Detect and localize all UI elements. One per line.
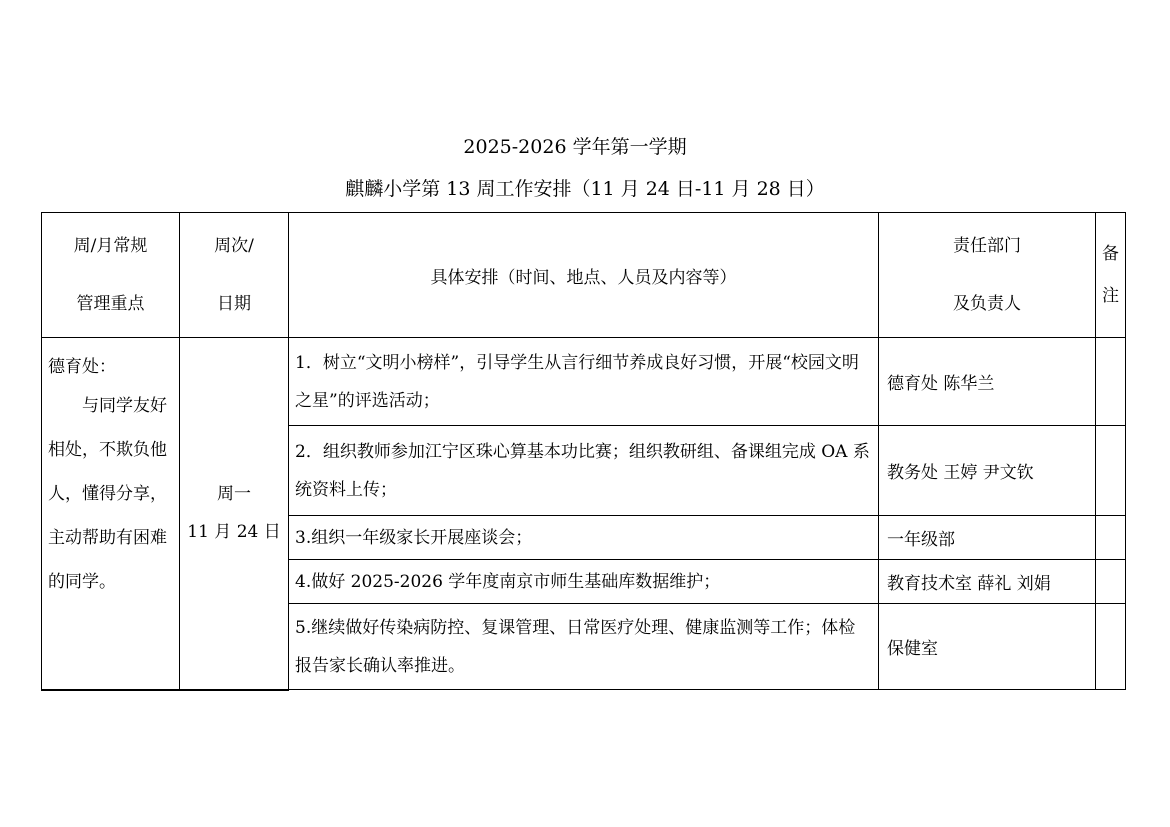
remark-cell — [1096, 604, 1126, 690]
header-remark-line1: 备 — [1102, 244, 1119, 264]
schedule-table — [41, 212, 1126, 691]
task-cell: 4.做好 2025-2026 学年度南京市师生基础库数据维护； — [289, 560, 879, 604]
remark-cell — [1096, 560, 1126, 604]
responsible-cell: 保健室 — [879, 604, 1096, 690]
task-cell: 5.继续做好传染病防控、复课管理、日常医疗处理、健康监测等工作；体检报告家长确认率推进。 — [289, 604, 879, 690]
focus-cell — [42, 338, 180, 690]
page-title-schedule: 麒麟小学第 13 周工作安排（11 月 24 日-11 月 28 日） — [345, 178, 825, 200]
responsible-cell: 教务处 王婷 尹文钦 — [879, 426, 1096, 516]
header-responsible — [879, 213, 1096, 338]
header-remark — [1096, 213, 1126, 338]
responsible-cell: 教育技术室 薛礼 刘娟 — [879, 560, 1096, 604]
header-tasks — [289, 213, 879, 338]
responsible-cell: 德育处 陈华兰 — [879, 338, 1096, 426]
header-week-line2: 日期 — [217, 294, 251, 314]
page-title-semester: 2025-2026 学年第一学期 — [463, 136, 687, 158]
header-week-line1: 周次/ — [214, 236, 254, 256]
header-focus-line2: 管理重点 — [76, 294, 145, 314]
weekday: 周一 — [217, 484, 251, 505]
date: 11 月 24 日 — [187, 522, 281, 543]
date-cell — [180, 338, 289, 690]
responsible-cell: 一年级部 — [879, 516, 1096, 560]
task-cell: 1．树立“文明小榜样”，引导学生从言行细节养成良好习惯，开展“校园文明之星”的评选活动； — [289, 338, 879, 426]
task-cell: 2．组织教师参加江宁区珠心算基本功比赛；组织教研组、备课组完成 OA 系统资料上传； — [289, 426, 879, 516]
header-tasks-label: 具体安排（时间、地点、人员及内容等） — [430, 267, 737, 288]
remark-cell — [1096, 426, 1126, 516]
header-week — [180, 213, 289, 338]
table-row — [42, 338, 1126, 426]
remark-cell — [1096, 338, 1126, 426]
task-cell: 3.组织一年级家长开展座谈会； — [289, 516, 879, 560]
table-header-row — [42, 213, 1126, 338]
header-focus-line1: 周/月常规 — [73, 236, 148, 256]
header-resp-line2: 及负责人 — [953, 294, 1021, 314]
header-resp-line1: 责任部门 — [953, 236, 1021, 256]
focus-dept: 德育处： — [48, 357, 116, 377]
header-focus — [42, 213, 180, 338]
remark-cell — [1096, 516, 1126, 560]
header-remark-line2: 注 — [1102, 286, 1119, 306]
focus-text: 与同学友好相处，不欺负他人，懂得分享，主动帮助有困难的同学。 — [48, 396, 167, 592]
